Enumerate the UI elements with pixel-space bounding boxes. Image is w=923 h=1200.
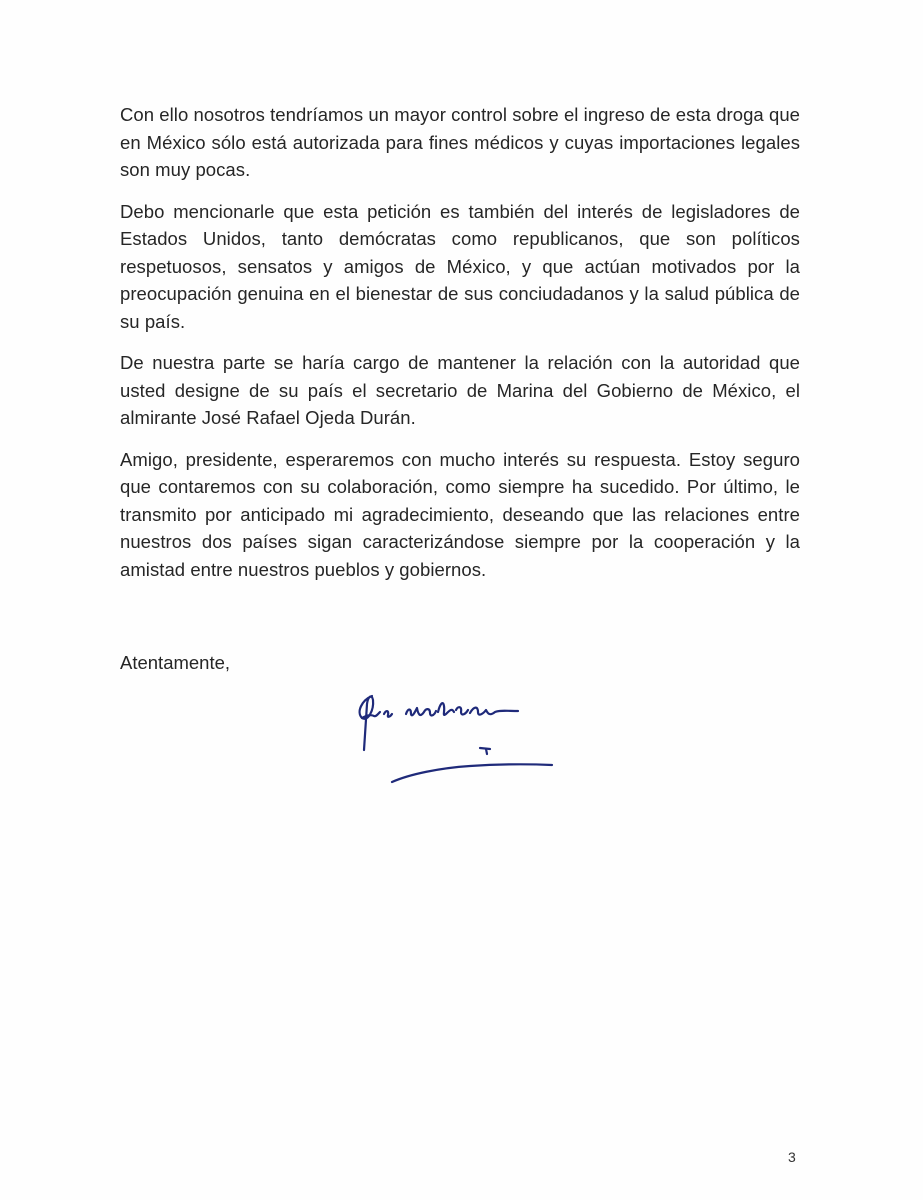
paragraph-navy-secretary: De nuestra parte se haría cargo de mantener la relación con la autoridad que usted designe de su país el secretario de Marina del Gobierno de México, el almirante José Rafael Ojeda Durán. (120, 352, 800, 428)
letter-body (120, 101, 800, 597)
closing-salutation: Atentamente, (120, 652, 231, 673)
paragraph-import-control: Con ello nosotros tendríamos un mayor control sobre el ingreso de esta droga que en México sólo está autorizada para fines médicos y cuyas importaciones legales son muy pocas. (120, 104, 800, 180)
paragraph-closing-remarks: Amigo, presidente, esperaremos con mucho interés su respuesta. Estoy seguro que contaremos con su colaboración, como siempre ha sucedido. Por último, le transmito por anticipado mi agradecimiento, deseando que las relaciones entre nuestros dos países sigan caracterizándose siempre por la cooperación y la amistad entre nuestros pueblos y gobiernos. (120, 448, 800, 580)
page-number: 3 (788, 1149, 796, 1165)
handwritten-signature (340, 670, 570, 800)
paragraph-us-legislators: Debo mencionarle que esta petición es también del interés de legisladores de Estados Unidos, tanto demócratas como republicanos, que son políticos respetuosos, sensatos y amigos de México, y que actúan motivados por la preocupación genuina en el bienestar de sus conciudadanos y la salud pública de su país. (120, 200, 800, 332)
